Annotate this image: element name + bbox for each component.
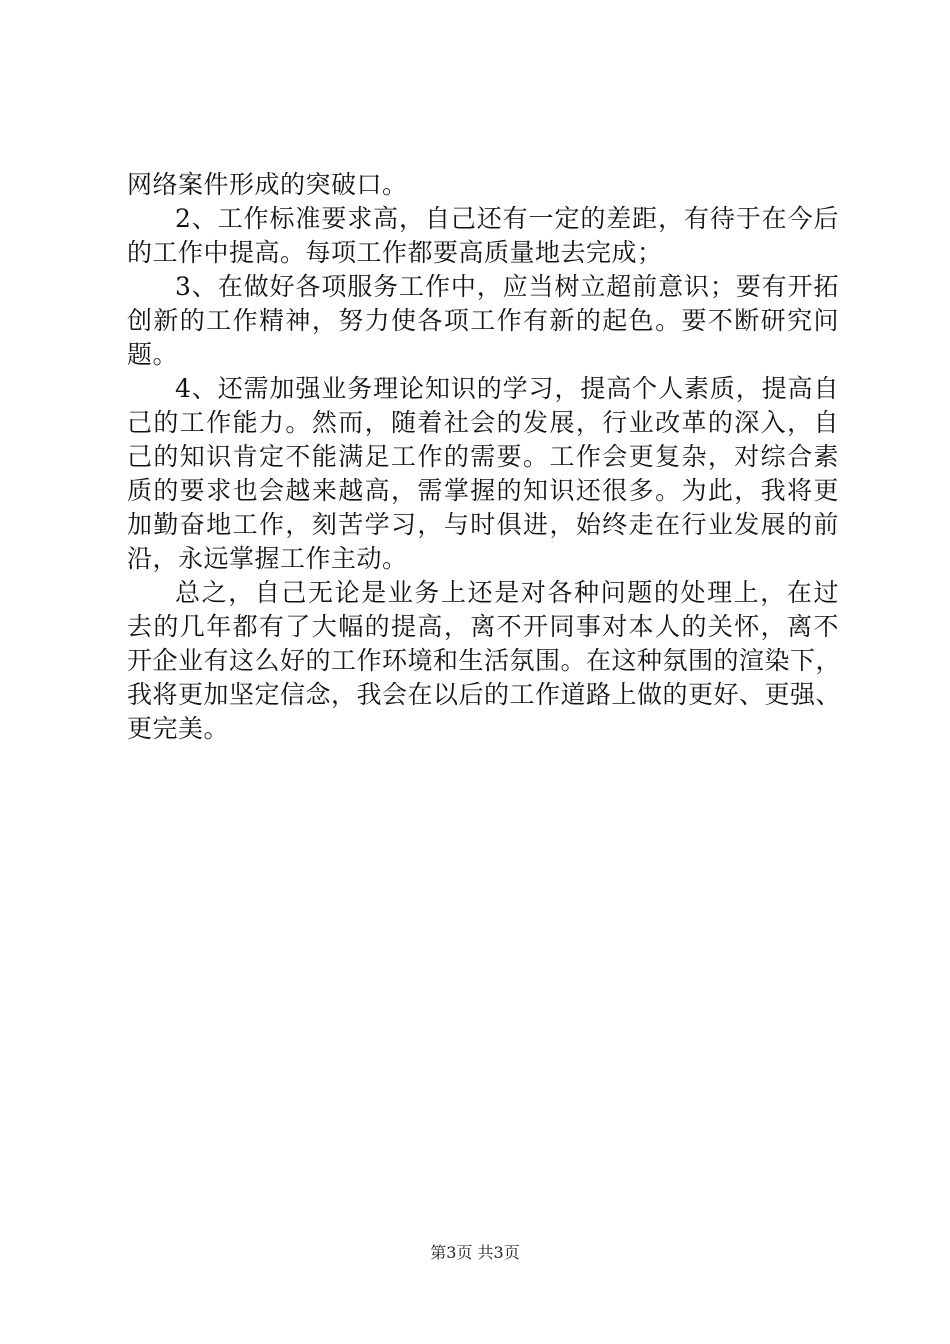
text-line: 己的工作能力。然而，随着社会的发展，行业改革的深入，自 [127, 408, 839, 437]
text-line: 的工作中提高。每项工作都要高质量地去完成； [127, 238, 663, 267]
text-line: 更完美。 [127, 714, 230, 743]
text-line: 创新的工作精神，努力使各项工作有新的起色。要不断研究问 [127, 306, 839, 335]
text-line: 网络案件形成的突破口。 [127, 170, 408, 199]
text-line: 加勤奋地工作，刻苦学习，与时俱进，始终走在行业发展的前 [127, 510, 839, 539]
text-line: 2、工作标准要求高，自己还有一定的差距，有待于在今后 [175, 204, 839, 233]
text-line: 我将更加坚定信念，我会在以后的工作道路上做的更好、更强、 [127, 680, 842, 709]
text-line: 总之，自己无论是业务上还是对各种问题的处理上，在过 [175, 578, 839, 607]
text-line: 质的要求也会越来越高，需掌握的知识还很多。为此，我将更 [127, 476, 839, 505]
text-line: 题。 [127, 340, 179, 369]
text-line: 去的几年都有了大幅的提高，离不开同事对本人的关怀，离不 [127, 612, 839, 641]
text-line: 己的知识肯定不能满足工作的需要。工作会更复杂，对综合素 [127, 442, 839, 471]
text-line: 沿，永远掌握工作主动。 [127, 544, 408, 573]
text-line: 4、还需加强业务理论知识的学习，提高个人素质，提高自 [175, 374, 839, 403]
text-line: 开企业有这么好的工作环境和生活氛围。在这种氛围的渲染下， [127, 646, 842, 675]
page-number-footer: 第3页 共3页 [430, 1243, 520, 1262]
document-body [127, 168, 842, 746]
text-line: 3、在做好各项服务工作中，应当树立超前意识；要有开拓 [175, 272, 839, 301]
